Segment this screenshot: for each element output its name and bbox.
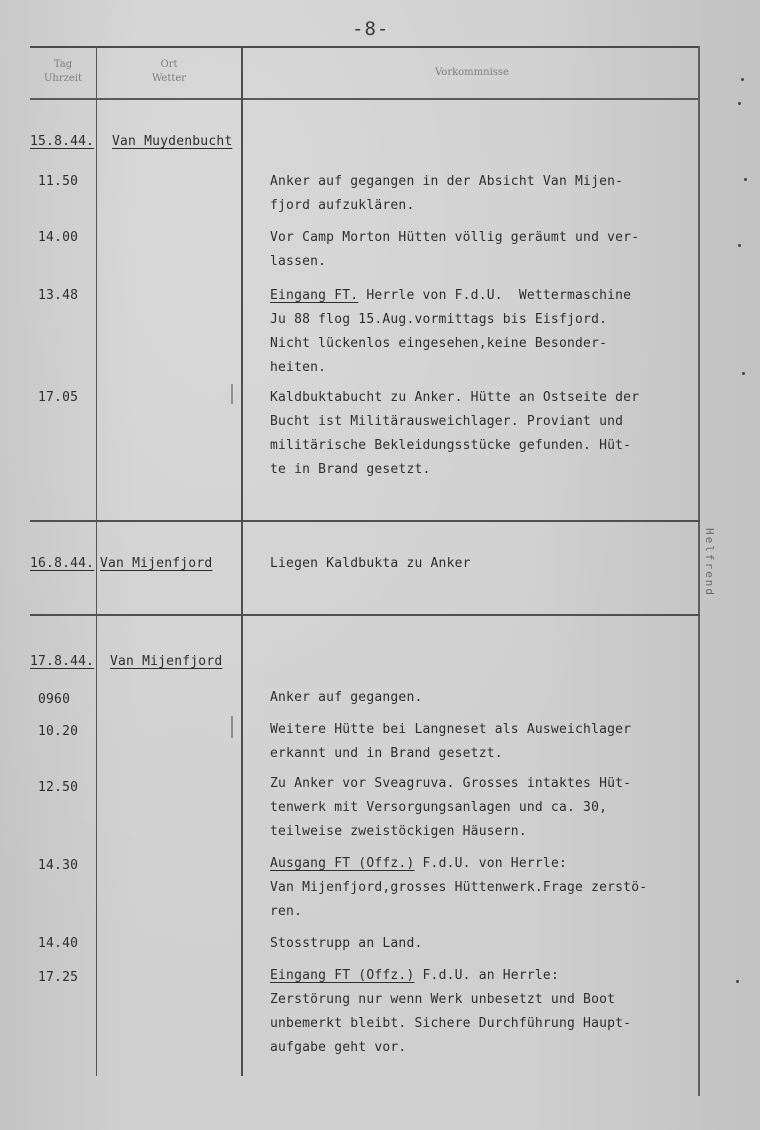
entry-line: Kaldbuktabucht zu Anker. Hütte an Ostseite der — [270, 390, 640, 405]
paper-speck — [738, 102, 741, 105]
entry-time: 17.05 — [38, 390, 79, 405]
entry-prefix: Ausgang FT (Offz.) — [270, 856, 415, 871]
entry-line: heiten. — [270, 360, 327, 375]
entry-time: 14.30 — [38, 858, 79, 873]
entry-time: 10.20 — [38, 724, 79, 739]
entry-line: fjord aufzuklären. — [270, 198, 415, 213]
section-2-date: 16.8.44. — [30, 556, 95, 571]
side-annotation: Helfrend — [703, 528, 716, 597]
section-separator-1 — [30, 520, 700, 522]
header-col-weather: Wetter — [151, 73, 187, 84]
entry-line: unbemerkt bleibt. Sichere Durchführung Haupt- — [270, 1016, 632, 1031]
entry-line: Nicht lückenlos eingesehen,keine Besonder- — [270, 336, 608, 351]
entry-time: 14.40 — [38, 936, 79, 951]
entry-line: tenwerk mit Versorgungsanlagen und ca. 30, — [270, 800, 608, 815]
entry-text — [270, 964, 631, 1060]
entry-text — [270, 718, 631, 766]
paper-speck — [742, 372, 745, 375]
entry-line: ren. — [270, 904, 303, 919]
column-rule-2 — [241, 46, 243, 1076]
entry-text — [270, 772, 631, 844]
entry-time: 17.25 — [38, 970, 79, 985]
entry-line: Anker auf gegangen. — [270, 690, 423, 705]
entry-line: Eingang FT (Offz.) F.d.U. an Herrle: — [270, 968, 559, 983]
entry-line: Zu Anker vor Sveagruva. Grosses intaktes Hüt- — [270, 776, 632, 791]
entry-line: teilweise zweistöckigen Häusern. — [270, 824, 527, 839]
entry-line: erkannt und in Brand gesetzt. — [270, 746, 503, 761]
entry-line: Ausgang FT (Offz.) F.d.U. von Herrle: — [270, 856, 567, 871]
header-top-rule — [30, 46, 700, 48]
header-col-date: Tag — [53, 59, 73, 70]
entry-line: Zerstörung nur wenn Werk unbesetzt und Boot — [270, 992, 616, 1007]
entry-line: lassen. — [270, 254, 327, 269]
entry-prefix: Eingang FT. — [270, 288, 359, 303]
entry-line: Liegen Kaldbukta zu Anker — [270, 556, 471, 571]
section-2-place: Van Mijenfjord — [100, 556, 213, 571]
entry-time: 12.50 — [38, 780, 79, 795]
paper-speck — [736, 980, 739, 983]
entry-time: 11.50 — [38, 174, 79, 189]
entry-line: militärische Bekleidungsstücke gefunden. Hüt- — [270, 438, 632, 453]
section-3-date: 17.8.44. — [30, 654, 95, 669]
entry-time: 14.00 — [38, 230, 79, 245]
section-separator-2 — [30, 614, 700, 616]
entry-time: 0960 — [38, 692, 71, 707]
entry-line: Weitere Hütte bei Langneset als Ausweichlager — [270, 722, 632, 737]
entry-prefix: Eingang FT (Offz.) — [270, 968, 415, 983]
entry-time: 13.48 — [38, 288, 79, 303]
header-col-place: Ort — [160, 59, 178, 70]
header-col-time: Uhrzeit — [43, 73, 83, 84]
entry-text — [270, 170, 623, 218]
column-rule-1 — [96, 46, 97, 1076]
entry-line: Ju 88 flog 15.Aug.vormittags bis Eisfjord. — [270, 312, 608, 327]
entry-text — [270, 852, 647, 924]
entry-line: aufgabe geht vor. — [270, 1040, 407, 1055]
entry-line: Bucht ist Militärausweichlager. Proviant und — [270, 414, 624, 429]
entry-text — [270, 386, 639, 482]
entry-line: Van Mijenfjord,grosses Hüttenwerk.Frage zerstö- — [270, 880, 648, 895]
entry-line: Vor Camp Morton Hütten völlig geräumt und ver- — [270, 230, 640, 245]
page-number: -8- — [352, 18, 390, 40]
entry-text — [270, 226, 639, 274]
entry-line: Stosstrupp an Land. — [270, 936, 423, 951]
header-col-events: Vorkommnisse — [435, 67, 509, 78]
margin-mark — [231, 716, 233, 738]
margin-mark — [231, 384, 233, 404]
paper-speck — [738, 244, 741, 247]
paper-speck — [744, 178, 747, 181]
section-1-date: 15.8.44. — [30, 134, 95, 149]
header-bottom-rule — [30, 98, 700, 100]
header-col-date-time — [30, 58, 96, 86]
entry-line: te in Brand gesetzt. — [270, 462, 431, 477]
entry-line: Eingang FT. Herrle von F.d.U. Wettermaschine — [270, 288, 632, 303]
header-col-place-weather — [98, 58, 240, 86]
entry-line: Anker auf gegangen in der Absicht Van Mijen- — [270, 174, 624, 189]
entry-text — [270, 284, 631, 380]
section-1-place: Van Muydenbucht — [112, 134, 233, 149]
section-3-place: Van Mijenfjord — [110, 654, 223, 669]
paper-speck — [741, 78, 744, 81]
